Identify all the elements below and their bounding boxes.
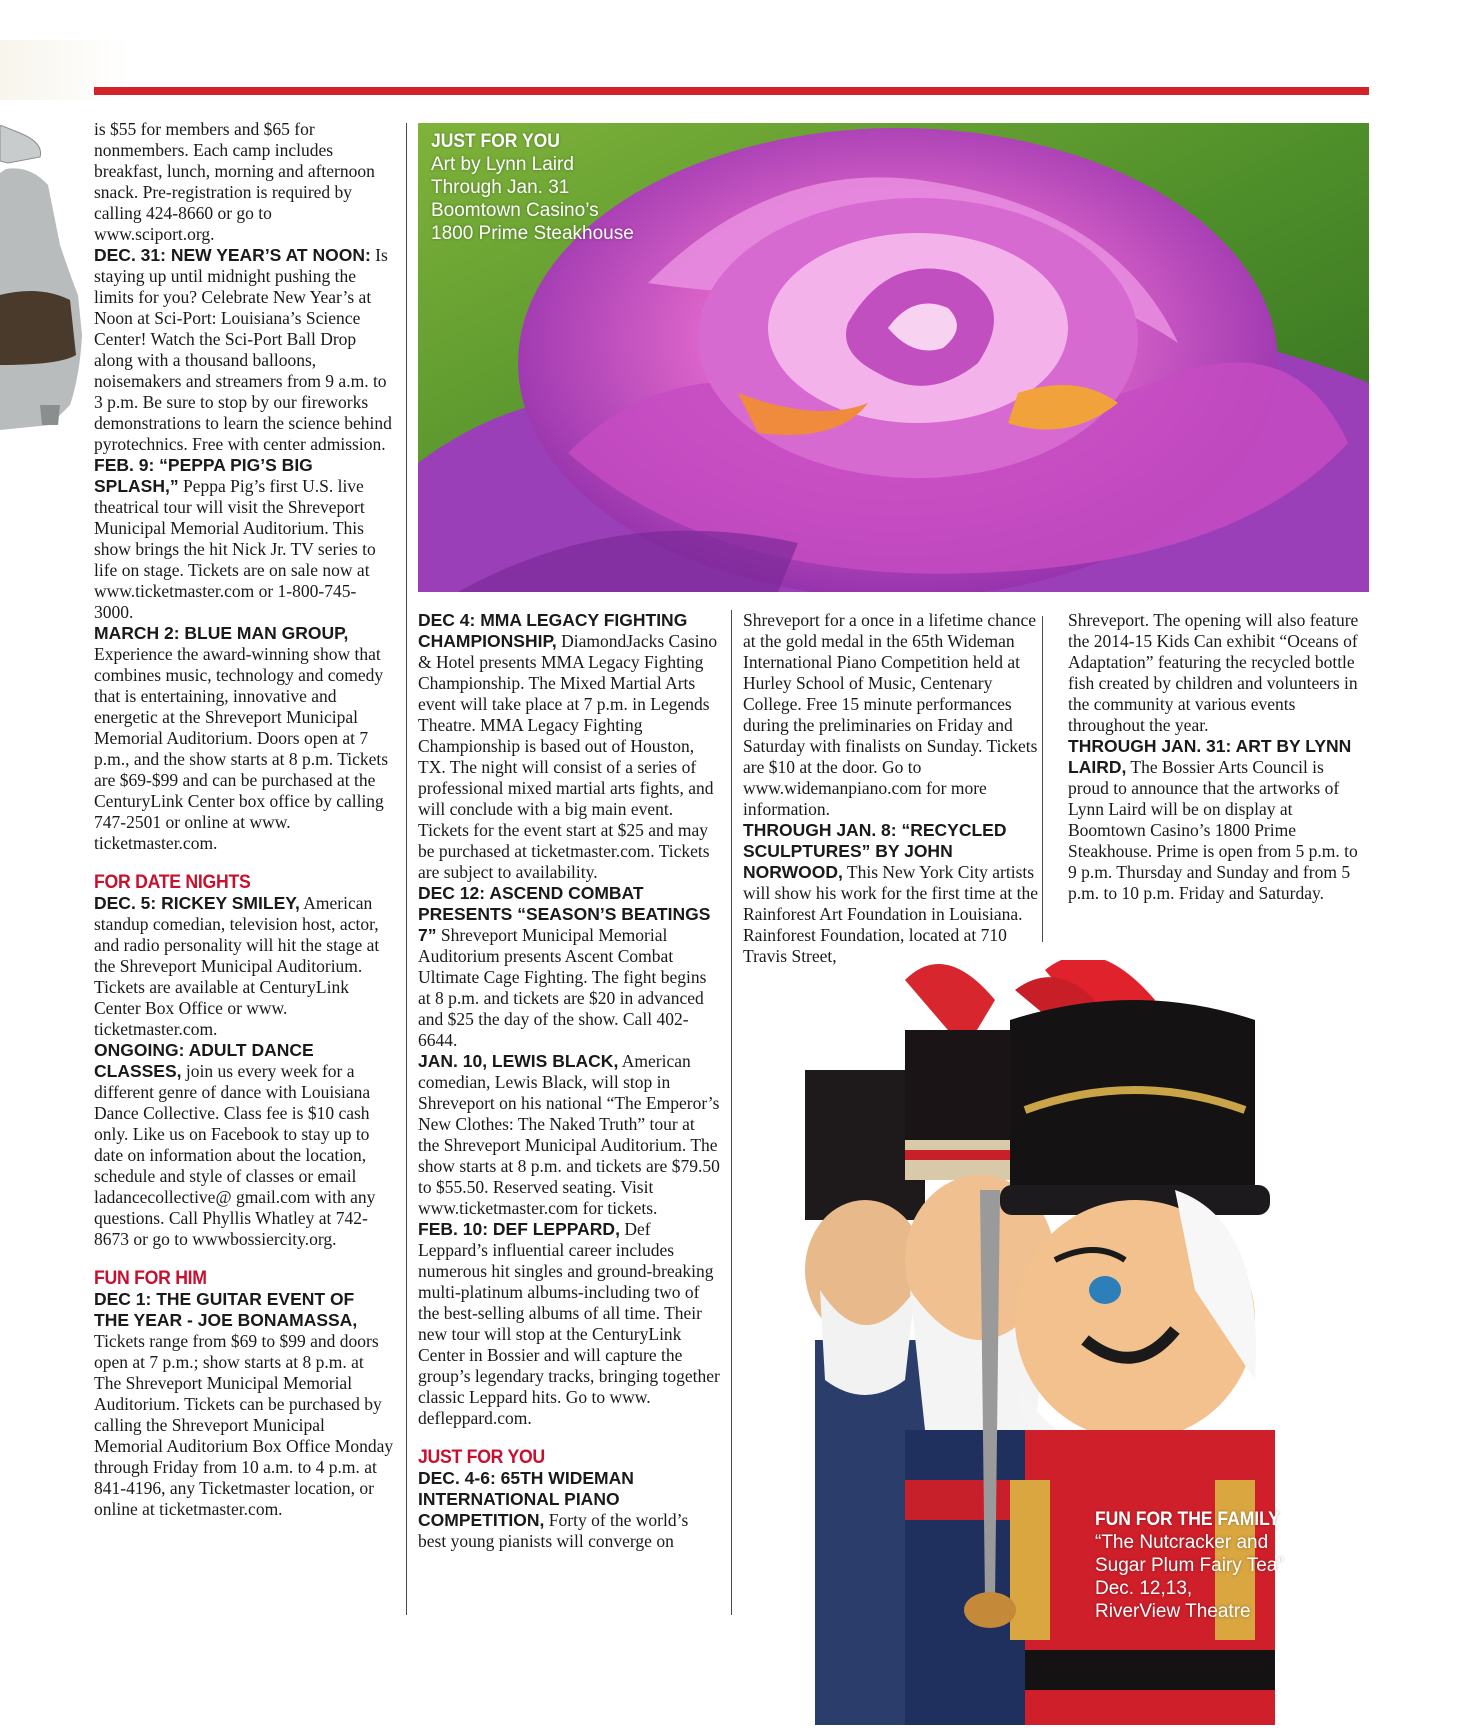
caption-line: RiverView Theatre [1095, 1601, 1251, 1622]
event-body: Peppa Pig’s first U.S. live theatrical tour will visit the Shreveport Municipal Memorial Auditorium. This show brings the hit Nick Jr. TV series to life on stage. Tickets are on sale now at www.ticketmaster.com or 1-800-745-3000. [94, 476, 376, 622]
column-2 [418, 610, 720, 1552]
section-heading-just-for-you: JUST FOR YOU [418, 1447, 545, 1468]
column-4 [1068, 610, 1368, 904]
event-def-leppard [418, 1219, 720, 1429]
event-body: American comedian, Lewis Black, will stop in Shreveport on his national “The Emperor’s New Clothes: The Naked Truth” tour at the Shreveport Municipal Auditorium. The show starts at 8 p.m. and tickets are $79.50 to $55.50. Reserved seating. Visit www.ticketmaster.com for tickets. [418, 1051, 720, 1218]
event-heading: MARCH 2: BLUE MAN GROUP, [94, 623, 349, 643]
appliance-photo [0, 125, 82, 455]
nutcracker-photo [795, 960, 1355, 1725]
event-bonamassa [94, 1289, 394, 1520]
event-body: This New York City artists will show his work for the first time at the Rainforest Art Foundation in Louisiana. Rainforest Foundation, located at 710 Travis Street, [743, 862, 1039, 966]
event-dance-classes [94, 1040, 394, 1250]
event-lewis-black [418, 1051, 720, 1219]
event-recycled-sculptures [743, 820, 1041, 967]
event-peppa [94, 455, 394, 623]
event-body: The Bossier Arts Council is proud to announce that the artworks of Lynn Laird will be on display at Boomtown Casino’s 1800 Prime Steakhouse. Prime is open from 5 p.m. to 9 p.m. Thursday and Sunday and from 5 p.m. to 10 p.m. Friday and Saturday. [1068, 757, 1358, 903]
event-body: Def Leppard’s influential career includes numerous hit singles and ground-breaking multi-platinum albums-including two of the best-selling albums of all time. Their new tour will stop at the CenturyLink Center in Bossier and will capture the group’s legendary tracks, bringing together classic Leppard hits. Go to www. defleppard.com. [418, 1219, 720, 1428]
event-body: Shreveport Municipal Memorial Auditorium presents Ascent Combat Ultimate Cage Fighting. The fight begins at 8 p.m. and tickets are $20 in advanced and $25 the day of the show. Call 402-6644. [418, 925, 707, 1050]
event-heading: FEB. 10: DEF LEPPARD, [418, 1219, 620, 1239]
event-body: American standup comedian, television host, actor, and radio personality will hit the stage at the Shreveport Municipal Auditorium. Tickets are available at CenturyLink Center Box Office or www. ticketmaster.com. [94, 893, 380, 1039]
event-heading: FEB. 9: “PEPPA PIG’S BIG SPLASH,” [94, 455, 313, 496]
section-heading-fun-for-him: FUN FOR HIM [94, 1268, 207, 1289]
nutcracker-caption [1095, 1508, 1296, 1623]
rose-caption [431, 130, 634, 245]
event-body: Forty of the world’s best young pianists will converge on [418, 1510, 689, 1551]
event-body: join us every week for a different genre of dance with Louisiana Dance Collective. Class fee is $10 cash only. Like us on Facebook to stay up to date on information about the location, schedule and style of classes or email ladancecollective@ gmail.com with any questions. Call Phyllis Whatley at 742-8673 or go to wwwbossiercity.org. [94, 1061, 376, 1249]
caption-line: Art by Lynn Laird [431, 154, 574, 175]
event-heading: THROUGH JAN. 8: “RECYCLED SCULPTURES” BY JOHN NORWOOD, [743, 820, 1007, 882]
col1-intro: is $55 for members and $65 for nonmembers. Each camp includes breakfast, lunch, morning and afternoon snack. Pre-registration is required by calling 424-8660 or go to www.sciport.org. [94, 119, 375, 244]
event-body: Is staying up until midnight pushing the limits for you? Celebrate New Year’s at Noon at Sci-Port: Louisiana’s Science Center! Watch the Sci-Port Ball Drop along with a thousand balloons, noisemakers and streamers from 9 a.m. to 3 p.m. Be sure to stop by our fireworks demonstrations to learn the science behind pyrotechnics. Free with center admission. [94, 245, 392, 454]
event-heading: DEC. 4-6: 65TH WIDEMAN INTERNATIONAL PIANO COMPETITION, [418, 1468, 634, 1530]
event-new-years [94, 245, 394, 455]
rose-painting [418, 123, 1369, 592]
caption-line: Through Jan. 31 [431, 177, 570, 198]
event-body: DiamondJacks Casino & Hotel presents MMA Legacy Fighting Championship. The Mixed Martial Arts event will take place at 7 p.m. in Legends Theatre. MMA Legacy Fighting Championship is based out of Houston, TX. The night will consist of a series of professional mixed martial arts fights, and will conclude with a big main event. Tickets for the event start at $25 and may be purchased at ticketmaster.com. Tickets are subject to availability. [418, 631, 718, 882]
event-heading: JAN. 10, LEWIS BLACK, [418, 1051, 619, 1071]
col4-intro: Shreveport. The opening will also feature the 2014-15 Kids Can exhibit “Oceans of Adaptation” featuring the recycled bottle fish created by children and volunteers in the community at various events throughout the year. [1068, 610, 1359, 735]
column-1 [94, 119, 394, 1520]
column-divider [406, 123, 407, 1615]
column-3 [743, 610, 1041, 967]
event-heading: DEC 4: MMA LEGACY FIGHTING CHAMPIONSHIP, [418, 610, 688, 651]
event-heading: THROUGH JAN. 31: ART BY LYNN LAIRD, [1068, 736, 1352, 777]
caption-title: JUST FOR YOU [431, 131, 560, 152]
event-heading: DEC 1: THE GUITAR EVENT OF THE YEAR - JOE BONAMASSA, [94, 1289, 358, 1330]
event-body: Experience the award-winning show that combines music, technology and comedy that is entertaining, innovative and energetic at the Shreveport Municipal Memorial Auditorium. Doors open at 7 p.m., and the show starts at 8 p.m. Tickets are $69-$99 and can be purchased at the CenturyLink Center box office by calling 747-2501 or online at www. ticketmaster.com. [94, 644, 389, 853]
event-heading: DEC. 5: RICKEY SMILEY, [94, 893, 300, 913]
event-heading: DEC. 31: NEW YEAR’S AT NOON: [94, 245, 371, 265]
col3-intro: Shreveport for a once in a lifetime chance at the gold medal in the 65th Wideman International Piano Competition held at Hurley School of Music, Centenary College. Free 15 minute performances during the preliminaries on Friday and Saturday with finalists on Sunday. Tickets are $10 at the door. Go to www.widemanpiano.com for more information. [743, 610, 1038, 819]
top-rule [94, 87, 1369, 95]
event-rickey-smiley [94, 893, 394, 1040]
event-wideman-piano [418, 1468, 720, 1552]
caption-line: 1800 Prime Steakhouse [431, 223, 634, 244]
event-heading: DEC 12: ASCEND COMBAT PRESENTS “SEASON’S BEATINGS 7” [418, 883, 711, 945]
section-heading-date-nights: FOR DATE NIGHTS [94, 872, 251, 893]
caption-line: Dec. 12,13, [1095, 1578, 1193, 1599]
event-lynn-laird [1068, 736, 1368, 904]
caption-line: Boomtown Casino’s [431, 200, 599, 221]
event-body: Tickets range from $69 to $99 and doors open at 7 p.m.; show starts at 8 p.m. at The Shreveport Municipal Memorial Auditorium. Tickets can be purchased by calling the Shreveport Municipal Memorial Auditorium Box Office Monday through Friday from 10 a.m. to 4 p.m. at 841-4196, any Ticketmaster location, or online at ticketmaster.com. [94, 1331, 394, 1519]
caption-line: “The Nutcracker and [1095, 1532, 1269, 1553]
event-blue-man [94, 623, 394, 854]
event-heading: ONGOING: ADULT DANCE CLASSES, [94, 1040, 314, 1081]
caption-title: FUN FOR THE FAMILY [1095, 1509, 1280, 1530]
column-divider [1042, 616, 1043, 942]
event-ascend-combat [418, 883, 720, 1051]
event-mma-legacy [418, 610, 720, 883]
caption-line: Sugar Plum Fairy Tea” [1095, 1555, 1284, 1576]
column-divider [731, 610, 732, 1615]
